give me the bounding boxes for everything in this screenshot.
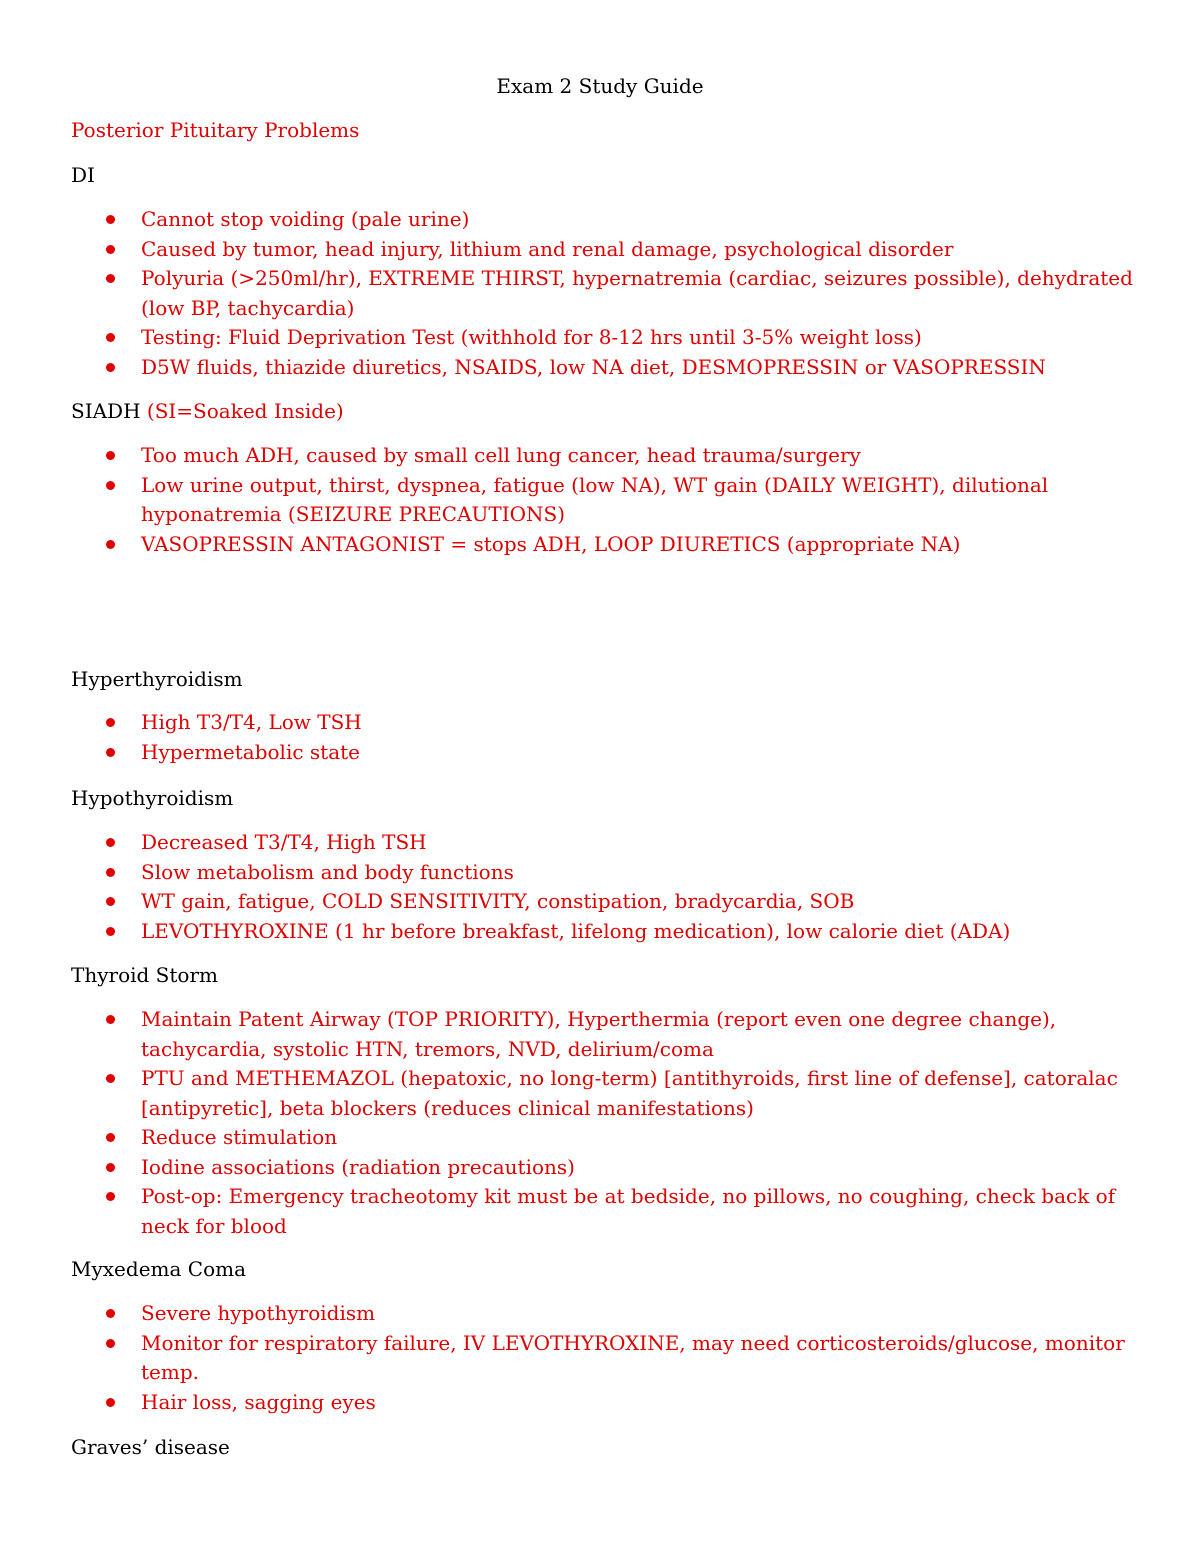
list-item: LEVOTHYROXINE (1 hr before breakfast, lifelong medication), low calorie diet (ADA) [104, 917, 1144, 947]
bullet-icon [106, 1074, 115, 1083]
list-item: Hypermetabolic state [104, 738, 1144, 768]
list-item: Slow metabolism and body functions [104, 858, 1144, 888]
heading-hypothyroidism: Hypothyroidism [71, 786, 234, 810]
bullet-icon [106, 868, 115, 877]
heading-graves-disease: Graves’ disease [71, 1435, 230, 1459]
list-item: Too much ADH, caused by small cell lung cancer, head trauma/surgery [104, 441, 1144, 471]
list-item: Low urine output, thirst, dyspnea, fatigue (low NA), WT gain (DAILY WEIGHT), dilutional hyponatremia (SEIZURE PRECAUTIONS) [104, 471, 1144, 530]
list-item: Iodine associations (radiation precautions) [104, 1153, 1144, 1183]
bullet-icon [106, 274, 115, 283]
list-thyroid-storm [104, 1005, 1144, 1241]
list-item: Monitor for respiratory failure, IV LEVOTHYROXINE, may need corticosteroids/glucose, monitor temp. [104, 1329, 1144, 1388]
list-item: Hair loss, sagging eyes [104, 1388, 1144, 1418]
bullet-icon [106, 1309, 115, 1318]
list-item: Decreased T3/T4, High TSH [104, 828, 1144, 858]
list-item: Polyuria (>250ml/hr), EXTREME THIRST, hypernatremia (cardiac, seizures possible), dehydrated (low BP, tachycardia) [104, 264, 1144, 323]
bullet-icon [106, 748, 115, 757]
heading-di: DI [71, 163, 95, 187]
list-item: VASOPRESSIN ANTAGONIST = stops ADH, LOOP DIURETICS (appropriate NA) [104, 530, 1144, 560]
bullet-icon [106, 333, 115, 342]
heading-hyperthyroidism: Hyperthyroidism [71, 667, 243, 691]
list-item: Post-op: Emergency tracheotomy kit must be at bedside, no pillows, no coughing, check back of neck for blood [104, 1182, 1144, 1241]
bullet-icon [106, 1163, 115, 1172]
list-item: Testing: Fluid Deprivation Test (withhold for 8-12 hrs until 3-5% weight loss) [104, 323, 1144, 353]
bullet-icon [106, 1015, 115, 1024]
bullet-icon [106, 927, 115, 936]
list-item: Caused by tumor, head injury, lithium and renal damage, psychological disorder [104, 235, 1144, 265]
bullet-icon [106, 363, 115, 372]
list-item: WT gain, fatigue, COLD SENSITIVITY, constipation, bradycardia, SOB [104, 887, 1144, 917]
bullet-icon [106, 1192, 115, 1201]
heading-siadh [71, 397, 344, 425]
list-siadh [104, 441, 1144, 559]
bullet-icon [106, 245, 115, 254]
list-item: Severe hypothyroidism [104, 1299, 1144, 1329]
heading-thyroid-storm: Thyroid Storm [71, 963, 218, 987]
bullet-icon [106, 1339, 115, 1348]
list-item: D5W fluids, thiazide diuretics, NSAIDS, low NA diet, DESMOPRESSIN or VASOPRESSIN [104, 353, 1144, 383]
bullet-icon [106, 1398, 115, 1407]
heading-myxedema-coma: Myxedema Coma [71, 1257, 247, 1281]
bullet-icon [106, 897, 115, 906]
list-item: PTU and METHEMAZOL (hepatoxic, no long-term) [antithyroids, first line of defense], catoralac [antipyretic], beta blockers (reduces clinical manifestations) [104, 1064, 1144, 1123]
list-item: Cannot stop voiding (pale urine) [104, 205, 1144, 235]
document-title: Exam 2 Study Guide [496, 74, 704, 98]
list-di [104, 205, 1144, 382]
bullet-icon [106, 1133, 115, 1142]
heading-siadh-note: (SI=Soaked Inside) [146, 399, 344, 423]
list-item: Maintain Patent Airway (TOP PRIORITY), Hyperthermia (report even one degree change), tachycardia, systolic HTN, tremors, NVD, delirium/coma [104, 1005, 1144, 1064]
bullet-icon [106, 451, 115, 460]
bullet-icon [106, 838, 115, 847]
section-title-posterior-pituitary: Posterior Pituitary Problems [71, 118, 360, 142]
list-myxedema-coma [104, 1299, 1144, 1417]
list-item: High T3/T4, Low TSH [104, 708, 1144, 738]
bullet-icon [106, 481, 115, 490]
list-item: Reduce stimulation [104, 1123, 1144, 1153]
heading-siadh-label: SIADH [71, 399, 141, 423]
bullet-icon [106, 718, 115, 727]
bullet-icon [106, 215, 115, 224]
list-hypothyroidism [104, 828, 1144, 946]
list-hyperthyroidism [104, 708, 1144, 767]
bullet-icon [106, 540, 115, 549]
